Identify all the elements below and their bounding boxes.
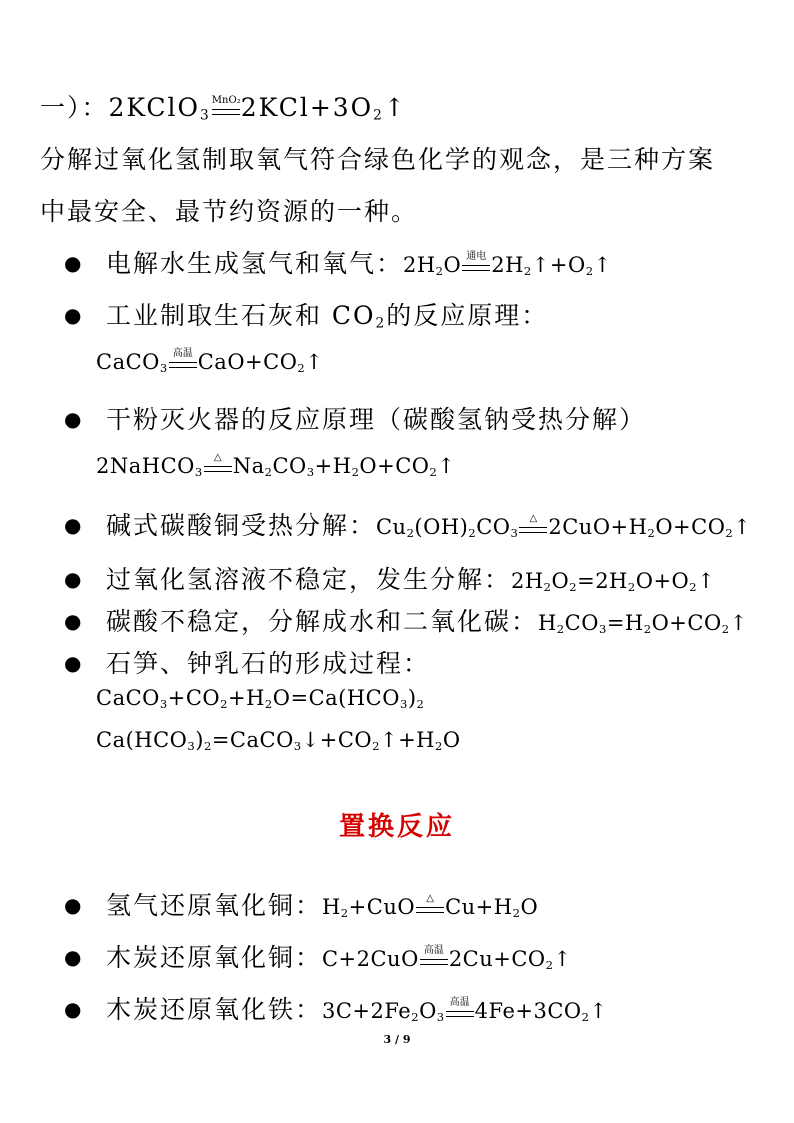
equation-stalactite-1: $CaCO_3+CO_2+H_2O=Ca(HCO_3)_2$ [96,686,425,711]
equation-caco3-decomposition: CaCO$_3$ 高温 $CaO+CO_2↑$ [96,348,324,375]
section-heading: 置换反应 [338,812,455,842]
equation-kclo3: 一）：2KClO$_3$ MnO₂ $2KCl+3O_2↑$ [40,93,407,124]
list-item: ● 干粉灭火器的反应原理（碳酸氢钠受热分解） [64,400,646,436]
list-item: ● 木炭还原氧化铁：$3C+2Fe_2O_3$ 高温 $4Fe+3CO_2↑$ [64,990,608,1026]
list-item: ● 过氧化氢溶液不稳定，发生分解：$2H_2O_2=2H_2O+O_2↑$ [64,560,715,596]
list-item: ● 氢气还原氧化铜：$H_2+CuO$ △ $Cu+H_2O$ [64,886,538,922]
equation-stalactite-2: $Ca(HCO_3)_2=CaCO_3↓+CO_2↑+H_2O$ [96,728,461,753]
condition-catalyst: MnO₂ [212,98,240,118]
list-item: ● 碳酸不稳定，分解成水和二氧化碳：$H_2CO_3=H_2O+CO_2↑$ [64,602,748,638]
list-item: ● 电解水生成氢气和氧气：$2H_2O$ 通电 $2H_2↑+O_2↑$ [64,244,612,280]
list-item: ● 碱式碳酸铜受热分解：$Cu_2(OH)_2CO_3$ △ $2CuO+H_2O+CO_2↑$ [64,506,751,542]
list-item: ● 石笋、钟乳石的形成过程： [64,644,430,680]
paragraph-line-1: 分解过氧化氢制取氧气符合绿色化学的观念，是三种方案 [40,145,716,174]
list-item: ● 工业制取生石灰和 $CO_2$的反应原理： [64,296,548,332]
equation-nahco3: 2NaHCO$_3$ △ $Na_2CO_3+H_2O+CO_2↑$ [96,452,456,479]
page-number: 3 / 9 [383,1033,411,1046]
paragraph-line-2: 中最安全、最节约资源的一种。 [40,197,419,226]
list-item: ● 木炭还原氧化铜：C+2CuO 高温 $2Cu+CO_2↑$ [64,938,572,974]
